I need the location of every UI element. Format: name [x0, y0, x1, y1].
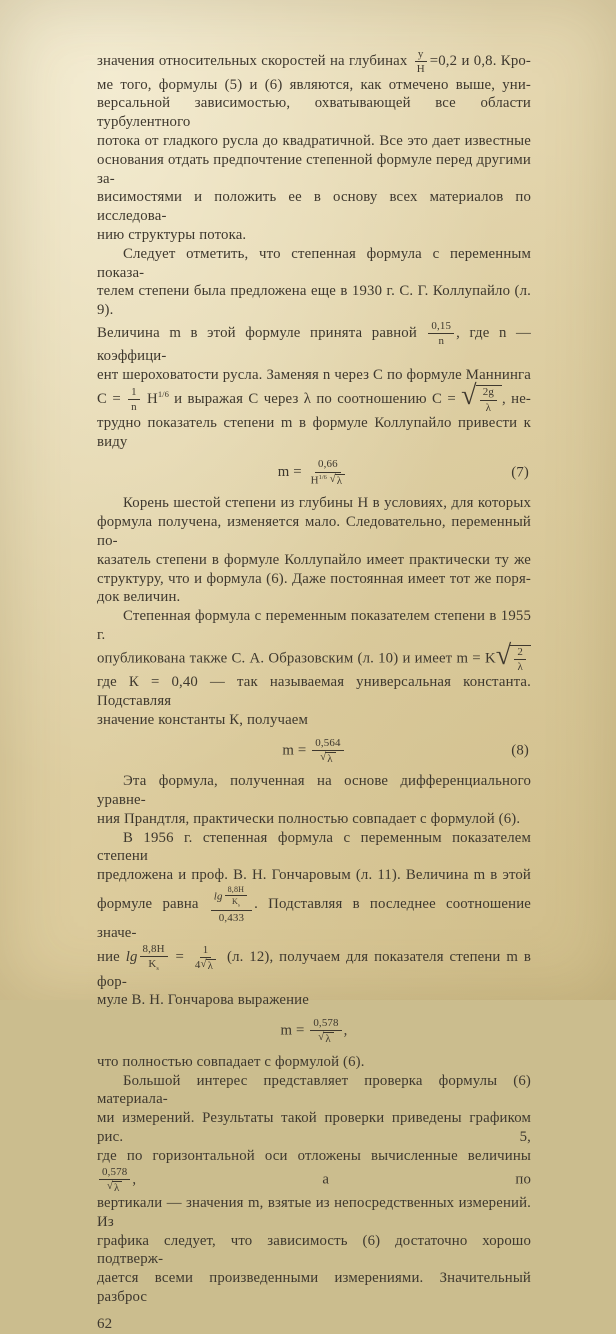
denominator [414, 62, 428, 75]
text-span: 2g [482, 386, 494, 399]
denominator [514, 660, 525, 673]
numerator [211, 885, 252, 911]
text-span: нию структуры потока. [97, 226, 247, 243]
text-span: Следует отметить, что степенная формула с переменным показа- [97, 245, 531, 281]
denominator [308, 473, 349, 488]
text-span: док величин. [97, 589, 181, 606]
text-span: телем степени была предложена еще в 1930 г. С. Г. Коллупайло (л. 9). [97, 283, 531, 319]
text-line [97, 380, 531, 414]
text-span: предложена и проф. В. Н. Гончаровым (л. 11). Величина m в этой [97, 867, 531, 884]
text-line [97, 991, 531, 1010]
fraction [412, 48, 430, 76]
subscript: s [156, 965, 159, 973]
text-line [97, 132, 531, 151]
text-span: 0,433 [218, 911, 245, 924]
text-span: 0,578 [313, 1017, 339, 1030]
numerator [415, 48, 427, 62]
text-span: λ [336, 475, 343, 488]
text-span: ние [97, 949, 126, 966]
text-line [97, 494, 531, 513]
text-span: Н [416, 63, 425, 76]
radical [461, 380, 502, 414]
text-line [97, 866, 531, 885]
denominator [317, 751, 339, 765]
text-span: C = [97, 390, 127, 407]
denominator [145, 957, 162, 972]
text-span: , а по [132, 1171, 531, 1188]
numerator [99, 1166, 130, 1180]
fraction [478, 386, 499, 414]
text-span: 0,15 [431, 319, 452, 332]
fraction [426, 320, 456, 348]
numerator [200, 944, 212, 958]
radicand [206, 959, 216, 972]
radical-sign: √ [320, 750, 327, 763]
text-line [97, 810, 531, 829]
text-line [97, 1232, 531, 1270]
italic-text: lg [213, 890, 223, 903]
numerator [140, 943, 168, 957]
denominator [483, 401, 494, 414]
text-span: Эта формула, полученная на основе дифференциального уравне- [97, 773, 531, 809]
text-line [97, 829, 531, 867]
text-span: значения относительных скоростей на глубинах [97, 53, 412, 70]
numerator [128, 386, 140, 400]
radicand [335, 474, 345, 487]
text-span: структуру, что и формула (6). Даже постоянная имеет тот же поря- [97, 570, 531, 587]
fraction [138, 943, 170, 973]
display-formula [97, 737, 531, 766]
text-span: 4 [194, 958, 201, 971]
text-line [97, 1194, 531, 1232]
fraction [190, 944, 221, 973]
text-line [97, 94, 531, 132]
text-line [97, 48, 531, 76]
text-line [97, 513, 531, 551]
fraction [308, 1017, 343, 1046]
fraction [223, 885, 250, 909]
text-span: 0,578 [102, 1165, 128, 1178]
text-span: = [169, 949, 190, 966]
text-span: . Подставляя в последнее соотношение значе- [97, 896, 531, 942]
formula-number: (7) [511, 464, 529, 481]
text-span: ент шероховатости русла. Заменяя n через С по формуле Маннинга [97, 367, 531, 384]
text-line [97, 282, 531, 320]
radical-sign: √ [495, 639, 512, 671]
text-span: ми измерений. Результаты такой проверки приведены графиком рис. 5, [97, 1110, 531, 1145]
text-span: Степенная формула с переменным показателем степени в 1955 г. [97, 608, 531, 643]
text-span: формула получена, изменяется мало. Следовательно, переменный по- [97, 514, 531, 550]
fraction [209, 885, 254, 924]
numerator [225, 885, 248, 896]
text-line [97, 151, 531, 189]
radical-sign: √ [106, 1179, 114, 1192]
denominator [128, 400, 140, 413]
text-span: висимостями и положить ее в основу всех материалов по исследова- [97, 189, 531, 225]
text-line [97, 588, 531, 607]
text-line [97, 772, 531, 810]
text-line [97, 245, 531, 283]
fraction [306, 458, 351, 487]
text-span: формуле равна [97, 896, 209, 913]
text-line [97, 320, 531, 366]
radical [201, 959, 217, 972]
numerator [315, 458, 341, 472]
radical-sign: √ [318, 1031, 325, 1044]
text-span: =0,2 и 0,8. Кро- [429, 53, 532, 70]
text-span: λ [114, 1181, 120, 1194]
text-line [97, 1147, 531, 1194]
text-line [97, 1053, 531, 1072]
formula-number: (8) [511, 742, 529, 759]
text-span: n [131, 401, 137, 414]
text-span: m = K [456, 650, 496, 667]
text-span: вертикали — значения m, взятые из непосредственных измерений. Из [97, 1195, 531, 1230]
numerator [514, 646, 526, 660]
radical-sign: √ [329, 473, 336, 486]
text-span: ме того, формулы (5) и (6) являются, как отмечено выше, уни- [97, 76, 531, 93]
text-line [97, 188, 531, 226]
text-span: K [231, 897, 238, 907]
text-span: 8,8H [227, 885, 245, 895]
radical [320, 752, 336, 765]
denominator [229, 896, 243, 909]
text-span: у [417, 48, 424, 60]
text-span: K [148, 958, 157, 971]
text-span: (л. 12), получаем для показателя степени m в фор- [97, 949, 531, 990]
text-span: казатель степени в формуле Коллупайло имеет практически ту же [97, 551, 531, 568]
display-formula [97, 1017, 531, 1046]
text-span: основания отдать предпочтение степенной формуле перед другими за- [97, 151, 531, 187]
radical [107, 1181, 123, 1194]
text-span: λ [325, 1033, 331, 1046]
text-span: Величина m в этой формуле принята равной [97, 325, 427, 342]
text-span: трудно показатель степени m в формуле Коллупайло привести к виду [97, 414, 531, 450]
subscript: s [237, 903, 240, 909]
superscript: 1/6 [157, 389, 169, 400]
display-formula [97, 458, 531, 487]
text-span: В 1956 г. степенная формула с переменным показателем степени [97, 829, 531, 865]
text-span: ния Прандтля, практически полностью совпадает с формулой (6). [97, 810, 521, 827]
text-line [97, 639, 531, 674]
text-line [97, 1072, 531, 1110]
superscript: 1/6 [318, 473, 327, 481]
text-line [97, 711, 531, 730]
radicand [476, 385, 502, 414]
text-span: 0,564 [315, 736, 341, 749]
radicand [510, 645, 531, 674]
denominator [435, 334, 447, 347]
text-span: версальной зависимостью, охватывающей все области турбулентного [97, 95, 531, 131]
text-span: муле В. Н. Гончарова выражение [97, 992, 309, 1009]
text-span: λ [485, 401, 492, 414]
text-span: опубликована также С. А. Образовским (л. 10) и имеет [97, 650, 457, 667]
text-span: дается всеми произведенными измерениями. Значительный разброс [97, 1270, 531, 1306]
text-span: 1 [131, 385, 137, 398]
radical-sign: √ [200, 957, 207, 970]
text-span: потока от гладкого русла до квадратичной. Все это дает известные [97, 132, 531, 149]
text-span: λ [207, 959, 214, 972]
fraction [97, 1166, 132, 1195]
numerator [312, 737, 343, 751]
numerator [480, 386, 497, 400]
text-line [97, 551, 531, 570]
text-span: n [438, 335, 445, 348]
text-span: 8,8H [142, 943, 165, 956]
denominator [104, 1180, 126, 1194]
text-line [97, 943, 531, 991]
text-line [97, 414, 531, 452]
radicand [112, 1181, 122, 1194]
text-line [97, 1269, 531, 1307]
text-line [97, 673, 531, 711]
text-span: значение константы К, получаем [97, 711, 309, 728]
text-span: 1 [202, 943, 209, 956]
text-span: , где n — коэффици- [97, 325, 531, 365]
text-line [97, 885, 531, 943]
fraction [512, 646, 528, 674]
numerator [310, 1017, 341, 1031]
text-column [97, 48, 531, 1334]
text-span: и выражая С через λ по соотношению C = [168, 390, 462, 407]
numerator [428, 320, 454, 334]
denominator [216, 911, 247, 924]
text-span: H [141, 390, 158, 407]
radical [330, 474, 346, 487]
radicand [323, 1032, 333, 1045]
fraction [126, 386, 142, 414]
text-span: 2 [517, 645, 523, 658]
italic-text: lg [125, 949, 138, 966]
text-span: λ [517, 661, 523, 674]
radical-sign: √ [461, 380, 477, 412]
text-span: 0,66 [318, 458, 338, 471]
text-line [97, 570, 531, 589]
text-span: , [343, 1022, 348, 1039]
radicand [325, 752, 335, 765]
text-span: m = [282, 742, 311, 759]
radical [318, 1032, 334, 1045]
text-span: Корень шестой степени из глубины Н в условиях, для которых [123, 495, 531, 512]
denominator [315, 1031, 337, 1045]
radical [495, 639, 531, 674]
text-span: H [310, 474, 319, 487]
text-span: графика следует, что зависимость (6) достаточно хорошо подтверж- [97, 1232, 531, 1268]
text-line [97, 607, 531, 645]
text-line [97, 76, 531, 95]
fraction [310, 737, 345, 766]
text-span: λ [327, 752, 333, 765]
page-number: 62 [97, 1315, 113, 1332]
text-span: что полностью совпадает с формулой (6). [97, 1053, 365, 1070]
denominator [192, 958, 219, 972]
text-span: где по горизонтальной оси отложены вычисленные величины [97, 1147, 531, 1164]
text-line [97, 226, 531, 245]
text-span: Большой интерес представляет проверка формулы (6) материала- [97, 1072, 531, 1108]
text-span: m = [277, 464, 306, 481]
text-span: , не- [501, 390, 531, 407]
text-span: m = [280, 1022, 309, 1039]
text-span: где К = 0,40 — так называемая универсальная константа. Подставляя [97, 674, 531, 710]
text-line [97, 1109, 531, 1147]
